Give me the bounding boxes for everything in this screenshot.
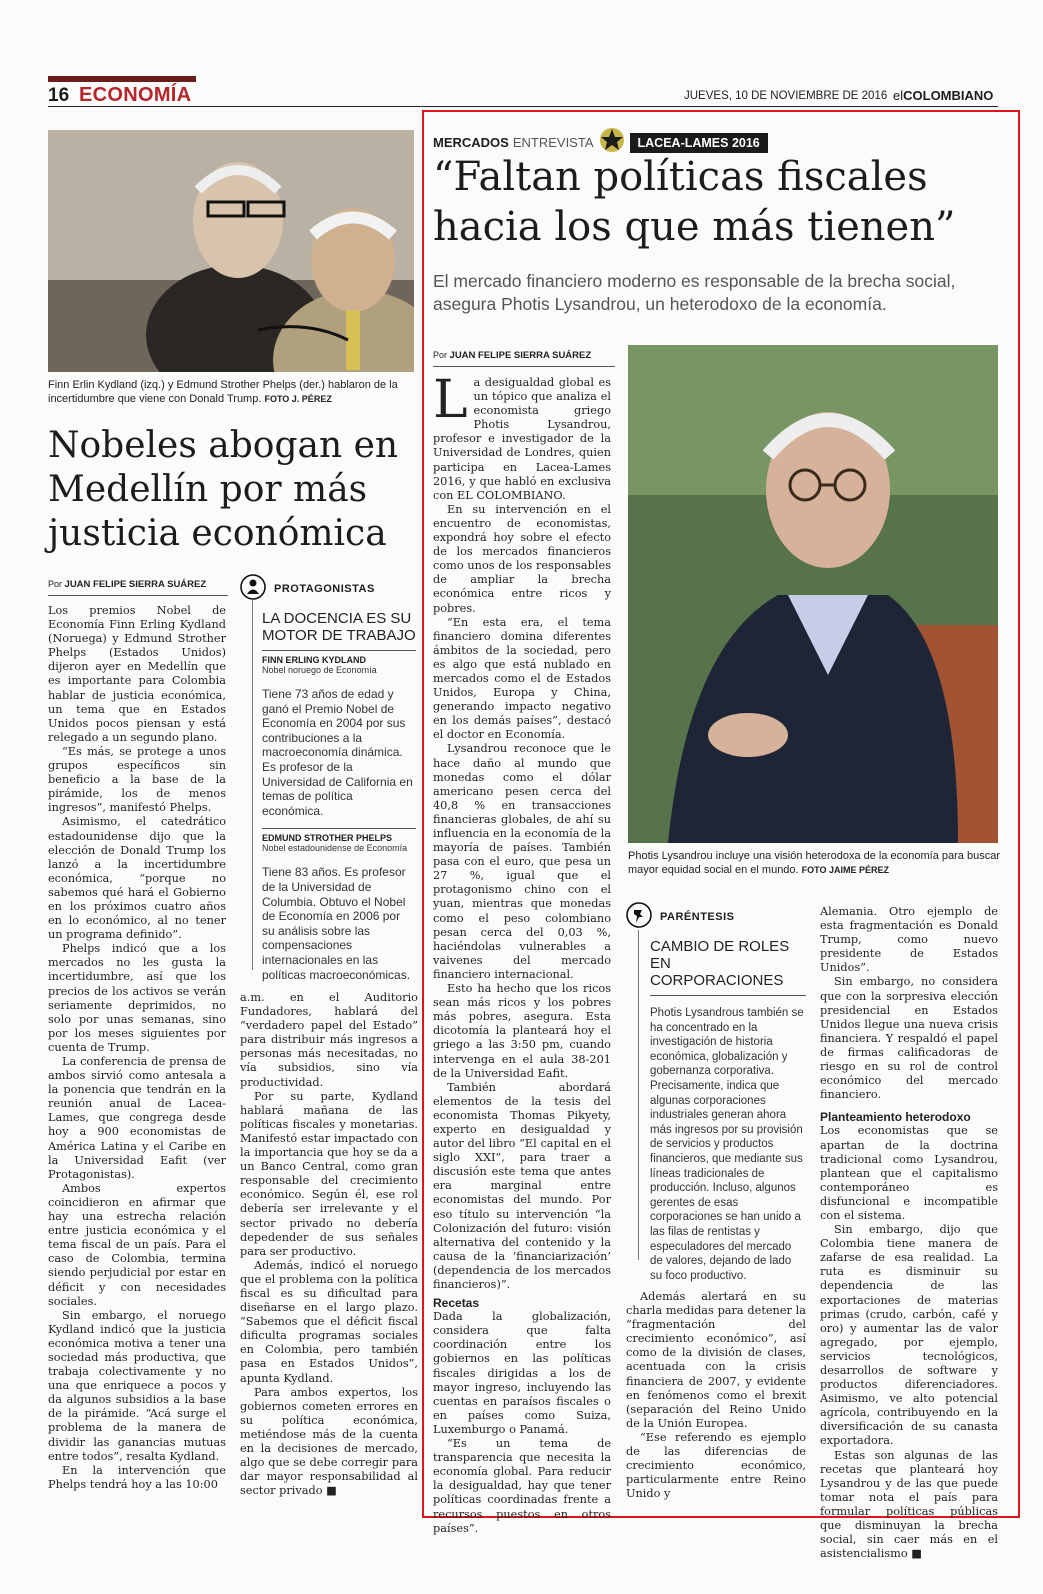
right-article-column-1	[433, 370, 611, 1536]
paragraph: En la intervención que Phelps tendrá hoy a las 10:00	[48, 1463, 226, 1491]
paragraph: Los premios Nobel de Economía Finn Erling Kydland (Noruega) y Edmund Strother Phelps (Estados Unidos) dijeron ayer en Medellín que es importante para Colombia hablar de justicia económica, un tema que en Estados Unidos pocos piensan y está relegado a un segundo plano.	[48, 604, 226, 744]
box-title: LA DOCENCIA ES SU MOTOR DE TRABAJO	[262, 610, 416, 644]
person-bio: Tiene 83 años. Es profesor de la Universidad de Columbia. Obtuvo el Nobel de Economía en 2006 por su análisis sobre las compensaciones internacionales en las políticas macroeconómicas.	[262, 865, 411, 982]
person-role: Nobel estadounidense de Economía	[262, 843, 408, 854]
paragraph: “Es más, se protege a unos grupos específicos sin beneficio a la base de la pirámide, los de menos ingresos”, manifestó Phelps.	[48, 744, 226, 815]
left-article-column-1	[48, 604, 226, 1492]
section-color-bar	[48, 76, 196, 82]
box-rule	[262, 650, 416, 651]
right-headline	[433, 152, 1013, 252]
paragraph: También abordará elementos de la tesis del economista Thomas Pikyety, experto en desigualdad y autor del libro “El capital en el siglo XXI”, para traer a discusión este tema que antes era marginal entre economistas del mundo. Por eso título su intervención “la Colonización del futuro: visión alternativa del contenido y la causa de la ‘financiarización’ (dependencia de los mercados financieros)”.	[433, 1080, 611, 1291]
paragraph: Ambos expertos coincidieron en afirmar que hay una estrecha relación entre justicia económica y el tema fiscal de un país. Para el caso de Colombia, termina siendo perjudicial por estar en déficit y con necesidades sociales.	[48, 1181, 226, 1308]
page-number: 16	[48, 85, 70, 106]
byline-rule	[48, 595, 228, 596]
paragraph: a desigualdad global es un tópico que analiza el economista griego Photis Lysandrou, profesor e investigador de la Universidad de Londres, quien participa en Lacea-Lames 2016, y que habló en exclusiva con EL COLOMBIANO.	[433, 376, 611, 502]
paragraph: Para ambos expertos, los gobiernos cometen errores en su política económica, metiéndose más de la cuenta en la decisiones de mercado, algo que se debe corregir para dar mayor responsabilidad al sector privado ■	[240, 1385, 418, 1498]
newspaper-prefix: el	[893, 88, 904, 103]
right-deck: El mercado financiero moderno es responsable de la brecha social, asegura Photis Lysandrou, un heterodoxo de la economía.	[433, 271, 956, 314]
event-tag: LACEA-LAMES 2016	[630, 133, 768, 153]
paragraph: Además alertará en su charla medidas para detener la “fragmentación del crecimiento económico”, así como de la división de clases, acentuada con la crisis financiera de 2007, y evidente en fenómenos como el brexit (separación del Reino Unido de la Unión Europea.	[626, 1290, 806, 1430]
nobel-laureates-photo	[48, 130, 414, 372]
subhead-recetas: Recetas	[433, 1296, 480, 1311]
newspaper-name	[893, 88, 993, 103]
right-headline-line: hacia los que más tienen”	[433, 204, 956, 250]
person-role: Nobel noruego de Economía	[262, 665, 377, 675]
byline-author: JUAN FELIPE SIERRA SUÁREZ	[449, 350, 592, 361]
paragraph: a.m. en el Auditorio Fundadores, hablará del “verdadero papel del Estado” para distribuir más ingresos a personas más necesitadas, no vía subsidios, sino vía productividad.	[240, 991, 418, 1089]
newspaper-title: COLOMBIANO	[903, 88, 994, 103]
right-byline	[433, 350, 591, 361]
box-rule	[650, 995, 806, 996]
paragraph: Sin embargo, dijo que Colombia tiene manera de zafarse de esa realidad. La ruta es disminuir su dependencia de las exportaciones de materias primas (crudo, carbón, café y oro) y aumentar las de valor agregado, por ejemplo, servicios tecnológicos, desarrollos de software y productos diferenciadores. Asimismo, ve alto potencial agrícola, contribuyendo en la diversificación de su canasta exportadora.	[820, 1223, 998, 1448]
paragraph: Dada la globalización, considera que falta coordinación entre los gobiernos en las políticas fiscales dirigidas a los de mayor ingreso, incluyendo las cuentas en paraísos fiscales o en países como Suiza, Luxemburgo o Panamá.	[433, 1310, 611, 1436]
nobel-laureates-illustration	[48, 130, 414, 372]
right-photo-caption-text: Photis Lysandrou incluye una visión heterodoxa de la economía para buscar mayor equidad social en el mundo.	[628, 850, 1000, 876]
right-article-column-2	[626, 1290, 806, 1501]
right-photo-credit: FOTO JAIME PÉREZ	[801, 865, 890, 875]
box-text: Photis Lysandrous también se ha concentrado en la investigación de historia económica, globalización y gobernanza corporativa. Precisamente, indica que algunas corporaciones industriales generan ahora más ingresos por su provisión de servicios y productos financieros, que mediante sus líneas tradicionales de producción. Incluso, algunos gerentes de esas corporaciones se han unido a las filas de rentistas y especuladores del mercado de valores, dejando de lado su foco productivo.	[650, 1007, 804, 1282]
paragraph: Por su parte, Kydland hablará mañana de las políticas fiscales y monetarias. Manifestó estar impactado con la importancia que hoy se da a un Banco Central, como gran responsable del crecimiento económico. Según él, ese rol debería ser irrelevante y el sector privado no debería depedender de sus señales para ser productivo.	[240, 1089, 418, 1258]
paragraph: Esto ha hecho que los ricos sean más ricos y los pobres más pobres, asegura. Esta dicotomía la planteará hoy el griego a las 3:50 pm, cuando intervenga en el aula 38-201 de la Universidad Eafit.	[433, 982, 611, 1080]
paragraph: Alemania. Otro ejemplo de esta fragmentación es Donald Trump, como nuevo presidente de Estados Unidos”.	[820, 905, 998, 975]
kicker-section: MERCADOS	[433, 135, 509, 150]
paragraph: Sin embargo, no considera que con la sorpresiva elección presidencial en Estados Unidos llegue una nueva crisis financiera. Y respaldó el papel de firmas calificadoras de riesgo en su rol de control económico del mercado financiero.	[820, 975, 998, 1102]
box-vertical-rule	[638, 930, 639, 1260]
section-title: ECONOMÍA	[79, 84, 192, 106]
paragraph: La conferencia de prensa de ambos sirvió como antesala a la ponencia que tendrán en la reunión anual de Lacea-Lames, que congrega desde hoy a 900 economistas de América Latina y el Caribe en la Universidad Eafit (ver Protagonistas).	[48, 1055, 226, 1181]
paragraph: En su intervención en el encuentro de economistas, expondrá hoy sobre el efecto de los mercados financieros como unos de los responsables de ampliar la brecha económica entre ricos y pobres.	[433, 502, 611, 615]
byline-prefix: Por	[48, 579, 63, 589]
left-byline	[48, 579, 206, 590]
paragraph: Estas son algunas de las recetas que planteará hoy Lysandrou y de las que puede tomar nota el país para formular políticas públicas que disminuyan la brecha social, sin caer más en el asistencialismo ■	[820, 1448, 998, 1561]
left-photo-caption-text: Finn Erlin Kydland (izq.) y Edmund Strother Phelps (der.) hablaron de la incertidumbre que viene con Donald Trump.	[48, 379, 398, 405]
right-article-column-3	[820, 905, 998, 1561]
parentesis-box	[626, 902, 806, 1283]
left-photo-credit: FOTO J. PÉREZ	[264, 394, 332, 404]
paragraph: “Es un tema de transparencia que necesita la economía global. Para reducir la desigualdad, hay que tener políticas coordinadas frente a recursos puestos en otros países”.	[433, 1437, 611, 1535]
paragraph: “En esta era, el tema financiero domina diferentes ámbitos de la sociedad, pero es algo que está nublado en mercados como el de Estados Unidos, Europa y China, generando impacto negativo en los demás países”, destacó el doctor en Economía.	[433, 615, 611, 742]
byline-author: JUAN FELIPE SIERRA SUÁREZ	[64, 579, 207, 590]
right-photo-caption	[628, 849, 1000, 877]
issue-date: JUEVES, 10 DE NOVIEMBRE DE 2016	[684, 90, 888, 102]
lysandrou-illustration	[628, 345, 998, 843]
left-headline-line: Medellín por más	[48, 469, 368, 510]
drop-cap: L	[433, 370, 468, 430]
box-vertical-rule	[252, 600, 253, 970]
paragraph: Phelps indicó que a los mercados no les gusta la incertidumbre, así que los precios de los activos se verán seriamente deprimidos, no solo por unas semanas, sino por los meses siguientes por cuenta de Trump.	[48, 942, 226, 1054]
left-headline-line: justicia económica	[48, 513, 387, 554]
person-name: FINN ERLING KYDLAND	[262, 655, 366, 665]
paragraph: Los economistas que se apartan de la doctrina tradicional como Lysandrou, plantean que el capitalismo contemporáneo es disfuncional e incompatible con el sistema.	[820, 1124, 998, 1222]
paragraph: Sin embargo, el noruego Kydland indicó que la justicia económica motiva a tener una sociedad más productiva, que trabaja colectivamente y no una que enriquece a pocos y da algunos subsidios a la base de la pirámide. “Acá surge el problema de la manera de dividir las ganancias mutuas entre todos”, resalta Kydland.	[48, 1308, 226, 1463]
kicker-type: ENTREVISTA	[512, 135, 594, 150]
paragraph: Lysandrou reconoce que le hace daño al mundo que monedas como el dólar americano pesen cerca del 40,8 % en transacciones financieras globales, de ahí su influencia en la economía de la mayoría de países. También pasa con el euro, que pesa un 27 %, igual que el protagonismo chino con el yuan, mientras que monedas como el peso colombiano pesan cerca del 0,03 %, haciéndolas vulnerables a vaivenes del mercado financiero internacional.	[433, 742, 611, 981]
box-rule	[262, 828, 416, 829]
right-headline-line: “Faltan políticas fiscales	[433, 154, 928, 200]
header-rule	[48, 106, 998, 107]
subhead-heterodoxo: Planteamiento heterodoxo	[820, 1110, 971, 1125]
paragraph: Asimismo, el catedrático estadounidense dijo que la elección de Donald Trump los lanzó a la incertidumbre económica, “porque no sabemos qué hará el Gobierno en los próximos cuatro años en lo económico, al no tener un programa definido”.	[48, 815, 226, 942]
box-label: PROTAGONISTAS	[274, 583, 375, 595]
byline-rule	[433, 366, 615, 367]
box-title: CAMBIO DE ROLES EN CORPORACIONES	[650, 938, 790, 989]
left-article-column-2	[240, 991, 418, 1498]
pin-icon	[626, 902, 652, 932]
paragraph: “Ese referendo es ejemplo de las diferencias de crecimiento económico, particularmente entre Reino Unido y	[626, 1430, 806, 1501]
box-label: PARÉNTESIS	[660, 911, 735, 923]
lysandrou-photo	[628, 345, 998, 843]
left-headline-line: Nobeles abogan en	[48, 425, 399, 466]
byline-prefix: Por	[433, 350, 448, 360]
left-photo-caption	[48, 378, 414, 406]
left-headline	[48, 424, 418, 556]
person-bio: Tiene 73 años de edad y ganó el Premio Nobel de Economía en 2004 por sus contribuciones a la macroeconomía dinámica. Es profesor de la Universidad de California en temas de política económica.	[262, 687, 413, 818]
person-icon	[240, 574, 266, 604]
person-name: EDMUND STROTHER PHELPS	[262, 833, 393, 844]
protagonists-box	[240, 574, 416, 982]
paragraph: Además, indicó el noruego que el problema con la política fiscal es su dificultad para diseñarse en el largo plazo. “Sabemos que el déficit fiscal dificulta programas sociales en Colombia, pero también pasa en Estados Unidos”, apunta Kydland.	[240, 1258, 418, 1385]
